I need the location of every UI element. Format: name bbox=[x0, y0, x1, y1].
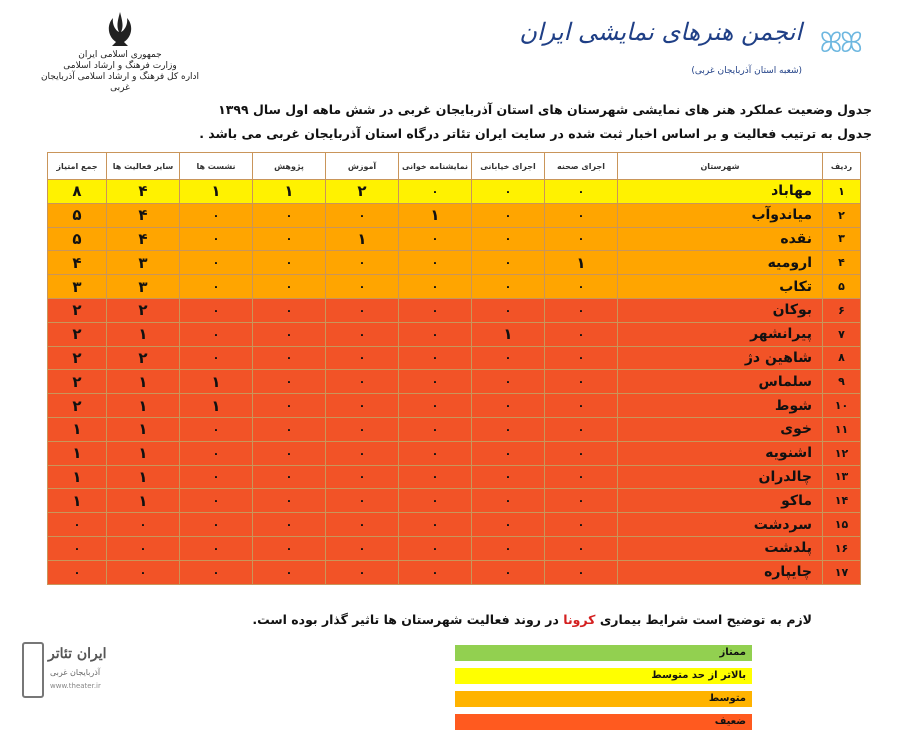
score-cell: ۰ bbox=[472, 489, 545, 513]
score-cell: ۱ bbox=[48, 441, 107, 465]
city-name: بوکان bbox=[618, 298, 823, 322]
score-cell: ۰ bbox=[107, 536, 180, 560]
score-cell: ۰ bbox=[399, 346, 472, 370]
row-number: ۶ bbox=[823, 298, 861, 322]
title-line-2: جدول به ترتیب فعالیت و بر اساس اخبار ثبت شده در سایت ایران تئاتر درگاه استان آذربایجان غربی می باشد . bbox=[199, 126, 872, 141]
ministry-line: اداره کل فرهنگ و ارشاد اسلامی آذربایجان غربی bbox=[40, 72, 200, 93]
score-cell: ۱ bbox=[107, 370, 180, 394]
score-cell: ۰ bbox=[472, 465, 545, 489]
score-cell: ۰ bbox=[472, 417, 545, 441]
score-cell: ۰ bbox=[253, 489, 326, 513]
table-row bbox=[48, 465, 861, 489]
score-cell: ۰ bbox=[180, 346, 253, 370]
score-cell: ۱ bbox=[107, 394, 180, 418]
column-header: جمع امتیاز bbox=[48, 153, 107, 180]
score-cell: ۵ bbox=[48, 227, 107, 251]
score-cell: ۱ bbox=[472, 322, 545, 346]
score-cell: ۱ bbox=[107, 441, 180, 465]
score-cell: ۱ bbox=[107, 322, 180, 346]
score-cell: ۰ bbox=[472, 441, 545, 465]
column-header: نشست ها bbox=[180, 153, 253, 180]
table-row bbox=[48, 346, 861, 370]
score-cell: ۰ bbox=[472, 203, 545, 227]
score-cell: ۰ bbox=[253, 465, 326, 489]
score-cell: ۴ bbox=[107, 227, 180, 251]
legend bbox=[455, 645, 752, 737]
score-cell: ۰ bbox=[326, 322, 399, 346]
watermark-sub: آذربایجان غربی bbox=[50, 668, 101, 677]
score-cell: ۱ bbox=[48, 417, 107, 441]
score-cell: ۰ bbox=[399, 560, 472, 584]
corona-note bbox=[252, 612, 812, 627]
performance-table bbox=[47, 152, 861, 585]
watermark-url: www.theater.ir bbox=[50, 682, 101, 690]
table-row bbox=[48, 536, 861, 560]
score-cell: ۰ bbox=[472, 394, 545, 418]
score-cell: ۰ bbox=[253, 322, 326, 346]
score-cell: ۰ bbox=[48, 560, 107, 584]
score-cell: ۵ bbox=[48, 203, 107, 227]
score-cell: ۰ bbox=[399, 251, 472, 275]
score-cell: ۰ bbox=[545, 346, 618, 370]
score-cell: ۰ bbox=[545, 536, 618, 560]
city-name: پلدشت bbox=[618, 536, 823, 560]
score-cell: ۰ bbox=[399, 465, 472, 489]
score-cell: ۰ bbox=[399, 394, 472, 418]
table-row bbox=[48, 441, 861, 465]
legend-item: ممتاز bbox=[455, 645, 752, 661]
city-name: پیرانشهر bbox=[618, 322, 823, 346]
table-row bbox=[48, 489, 861, 513]
score-cell: ۰ bbox=[326, 251, 399, 275]
score-cell: ۰ bbox=[253, 441, 326, 465]
irantheater-watermark bbox=[22, 640, 132, 700]
ministry-line: وزارت فرهنگ و ارشاد اسلامی bbox=[63, 61, 177, 71]
score-cell: ۰ bbox=[107, 513, 180, 537]
score-cell: ۰ bbox=[545, 489, 618, 513]
city-name: سردشت bbox=[618, 513, 823, 537]
table-header-row bbox=[48, 153, 861, 180]
score-cell: ۰ bbox=[545, 394, 618, 418]
table-row bbox=[48, 560, 861, 584]
score-cell: ۰ bbox=[326, 275, 399, 299]
score-cell: ۰ bbox=[253, 227, 326, 251]
score-cell: ۰ bbox=[326, 560, 399, 584]
legend-item: بالاتر از حد متوسط bbox=[455, 668, 752, 684]
row-number: ۸ bbox=[823, 346, 861, 370]
score-cell: ۰ bbox=[180, 417, 253, 441]
score-cell: ۰ bbox=[326, 417, 399, 441]
score-cell: ۱ bbox=[253, 180, 326, 204]
table-row bbox=[48, 394, 861, 418]
legend-item: متوسط bbox=[455, 691, 752, 707]
title-line-1: جدول وضعیت عملکرد هنر های نمایشی شهرستان های استان آذربایجان غربی در شش ماهه اول سال ۱۳۹۹ bbox=[218, 102, 872, 117]
city-name: چالدران bbox=[618, 465, 823, 489]
score-cell: ۰ bbox=[253, 370, 326, 394]
score-cell: ۴ bbox=[48, 251, 107, 275]
row-number: ۱۴ bbox=[823, 489, 861, 513]
score-cell: ۰ bbox=[253, 513, 326, 537]
table-row bbox=[48, 180, 861, 204]
score-cell: ۰ bbox=[326, 465, 399, 489]
score-cell: ۰ bbox=[253, 298, 326, 322]
score-cell: ۱ bbox=[180, 394, 253, 418]
score-cell: ۱ bbox=[107, 417, 180, 441]
score-cell: ۰ bbox=[399, 417, 472, 441]
score-cell: ۴ bbox=[107, 203, 180, 227]
score-cell: ۰ bbox=[48, 536, 107, 560]
score-cell: ۰ bbox=[399, 441, 472, 465]
row-number: ۱۶ bbox=[823, 536, 861, 560]
table-row bbox=[48, 251, 861, 275]
row-number: ۴ bbox=[823, 251, 861, 275]
score-cell: ۰ bbox=[399, 275, 472, 299]
association-name: انجمن هنرهای نمایشی ایران bbox=[519, 18, 802, 46]
score-cell: ۸ bbox=[48, 180, 107, 204]
score-cell: ۰ bbox=[545, 465, 618, 489]
score-cell: ۰ bbox=[253, 394, 326, 418]
score-cell: ۲ bbox=[48, 346, 107, 370]
row-number: ۲ bbox=[823, 203, 861, 227]
score-cell: ۰ bbox=[545, 560, 618, 584]
note-text: لازم به توضیح است شرایط بیماری bbox=[599, 612, 812, 627]
score-cell: ۰ bbox=[180, 560, 253, 584]
city-name: ارومیه bbox=[618, 251, 823, 275]
city-name: نقده bbox=[618, 227, 823, 251]
score-cell: ۰ bbox=[399, 536, 472, 560]
score-cell: ۰ bbox=[399, 513, 472, 537]
score-cell: ۰ bbox=[326, 441, 399, 465]
table-row bbox=[48, 275, 861, 299]
score-cell: ۰ bbox=[399, 322, 472, 346]
score-cell: ۱ bbox=[180, 180, 253, 204]
score-cell: ۲ bbox=[48, 370, 107, 394]
row-number: ۱۰ bbox=[823, 394, 861, 418]
city-name: شاهین دژ bbox=[618, 346, 823, 370]
score-cell: ۰ bbox=[545, 417, 618, 441]
score-cell: ۰ bbox=[180, 298, 253, 322]
row-number: ۱۲ bbox=[823, 441, 861, 465]
score-cell: ۰ bbox=[180, 227, 253, 251]
score-cell: ۰ bbox=[48, 513, 107, 537]
score-cell: ۰ bbox=[107, 560, 180, 584]
score-cell: ۰ bbox=[472, 513, 545, 537]
note-highlight: کرونا bbox=[563, 612, 596, 627]
city-name: شوط bbox=[618, 394, 823, 418]
city-name: ماکو bbox=[618, 489, 823, 513]
column-header: ردیف bbox=[823, 153, 861, 180]
association-branch: (شعبه استان آذربایجان غربی) bbox=[691, 66, 802, 76]
row-number: ۱۱ bbox=[823, 417, 861, 441]
score-cell: ۱ bbox=[399, 203, 472, 227]
score-cell: ۱ bbox=[180, 370, 253, 394]
column-header: نمایشنامه خوانی bbox=[399, 153, 472, 180]
table-row bbox=[48, 227, 861, 251]
score-cell: ۰ bbox=[180, 275, 253, 299]
score-cell: ۱ bbox=[107, 465, 180, 489]
score-cell: ۰ bbox=[472, 251, 545, 275]
column-header: شهرستان bbox=[618, 153, 823, 180]
score-cell: ۰ bbox=[472, 536, 545, 560]
column-header: پژوهش bbox=[253, 153, 326, 180]
score-cell: ۲ bbox=[107, 346, 180, 370]
score-cell: ۰ bbox=[326, 370, 399, 394]
score-cell: ۲ bbox=[48, 298, 107, 322]
row-number: ۱۳ bbox=[823, 465, 861, 489]
score-cell: ۰ bbox=[545, 227, 618, 251]
row-number: ۱ bbox=[823, 180, 861, 204]
score-cell: ۰ bbox=[180, 489, 253, 513]
table-row bbox=[48, 513, 861, 537]
ministry-logo bbox=[40, 10, 200, 94]
table-row bbox=[48, 203, 861, 227]
city-name: تکاب bbox=[618, 275, 823, 299]
score-cell: ۰ bbox=[545, 513, 618, 537]
table-row bbox=[48, 370, 861, 394]
score-cell: ۰ bbox=[472, 298, 545, 322]
score-cell: ۰ bbox=[399, 227, 472, 251]
ministry-line: جمهوری اسلامی ایران bbox=[78, 50, 162, 60]
score-cell: ۱ bbox=[48, 465, 107, 489]
row-number: ۱۵ bbox=[823, 513, 861, 537]
score-cell: ۳ bbox=[107, 251, 180, 275]
association-logo bbox=[519, 10, 860, 80]
score-cell: ۰ bbox=[545, 322, 618, 346]
city-name: مهاباد bbox=[618, 180, 823, 204]
score-cell: ۰ bbox=[180, 536, 253, 560]
score-cell: ۰ bbox=[472, 370, 545, 394]
score-cell: ۰ bbox=[545, 180, 618, 204]
city-name: چایپاره bbox=[618, 560, 823, 584]
column-header: سایر فعالیت ها bbox=[107, 153, 180, 180]
table-row bbox=[48, 322, 861, 346]
score-cell: ۰ bbox=[253, 560, 326, 584]
score-cell: ۰ bbox=[180, 513, 253, 537]
score-cell: ۳ bbox=[107, 275, 180, 299]
score-cell: ۰ bbox=[472, 227, 545, 251]
score-cell: ۰ bbox=[326, 394, 399, 418]
score-cell: ۰ bbox=[253, 346, 326, 370]
score-cell: ۲ bbox=[326, 180, 399, 204]
score-cell: ۰ bbox=[399, 370, 472, 394]
column-header: اجرای صحنه bbox=[545, 153, 618, 180]
table-row bbox=[48, 417, 861, 441]
association-mark-icon: ꕤꕤ bbox=[819, 26, 860, 59]
score-cell: ۰ bbox=[326, 346, 399, 370]
city-name: میاندوآب bbox=[618, 203, 823, 227]
table-row bbox=[48, 298, 861, 322]
score-cell: ۰ bbox=[545, 275, 618, 299]
score-cell: ۰ bbox=[472, 560, 545, 584]
score-cell: ۲ bbox=[107, 298, 180, 322]
score-cell: ۰ bbox=[253, 536, 326, 560]
score-cell: ۱ bbox=[545, 251, 618, 275]
city-name: اشنویه bbox=[618, 441, 823, 465]
score-cell: ۰ bbox=[180, 322, 253, 346]
score-cell: ۰ bbox=[326, 298, 399, 322]
page-title bbox=[12, 98, 872, 146]
row-number: ۳ bbox=[823, 227, 861, 251]
score-cell: ۰ bbox=[253, 417, 326, 441]
score-cell: ۴ bbox=[107, 180, 180, 204]
score-cell: ۱ bbox=[107, 489, 180, 513]
score-cell: ۰ bbox=[180, 441, 253, 465]
column-header: آموزش bbox=[326, 153, 399, 180]
score-cell: ۱ bbox=[48, 489, 107, 513]
score-cell: ۰ bbox=[472, 275, 545, 299]
iran-emblem-icon bbox=[98, 10, 142, 50]
row-number: ۹ bbox=[823, 370, 861, 394]
score-cell: ۰ bbox=[399, 180, 472, 204]
row-number: ۵ bbox=[823, 275, 861, 299]
city-name: سلماس bbox=[618, 370, 823, 394]
score-cell: ۲ bbox=[48, 394, 107, 418]
score-cell: ۰ bbox=[472, 180, 545, 204]
score-cell: ۰ bbox=[545, 298, 618, 322]
score-cell: ۳ bbox=[48, 275, 107, 299]
score-cell: ۰ bbox=[253, 251, 326, 275]
score-cell: ۰ bbox=[545, 441, 618, 465]
legend-item: ضعیف bbox=[455, 714, 752, 730]
score-cell: ۰ bbox=[180, 251, 253, 275]
score-cell: ۰ bbox=[472, 346, 545, 370]
score-cell: ۲ bbox=[48, 322, 107, 346]
score-cell: ۱ bbox=[326, 227, 399, 251]
score-cell: ۰ bbox=[399, 298, 472, 322]
score-cell: ۰ bbox=[253, 203, 326, 227]
row-number: ۷ bbox=[823, 322, 861, 346]
watermark-frame-icon bbox=[22, 642, 44, 698]
score-cell: ۰ bbox=[326, 203, 399, 227]
score-cell: ۰ bbox=[399, 489, 472, 513]
score-cell: ۰ bbox=[180, 465, 253, 489]
score-cell: ۰ bbox=[326, 536, 399, 560]
score-cell: ۰ bbox=[326, 489, 399, 513]
score-cell: ۰ bbox=[326, 513, 399, 537]
score-cell: ۰ bbox=[180, 203, 253, 227]
score-cell: ۰ bbox=[545, 370, 618, 394]
watermark-title: ایران تئاتر bbox=[48, 646, 107, 662]
note-text: در روند فعالیت شهرستان ها تاثیر گذار بوده است. bbox=[252, 612, 559, 627]
row-number: ۱۷ bbox=[823, 560, 861, 584]
column-header: اجرای خیابانی bbox=[472, 153, 545, 180]
score-cell: ۰ bbox=[545, 203, 618, 227]
city-name: خوی bbox=[618, 417, 823, 441]
score-cell: ۰ bbox=[253, 275, 326, 299]
